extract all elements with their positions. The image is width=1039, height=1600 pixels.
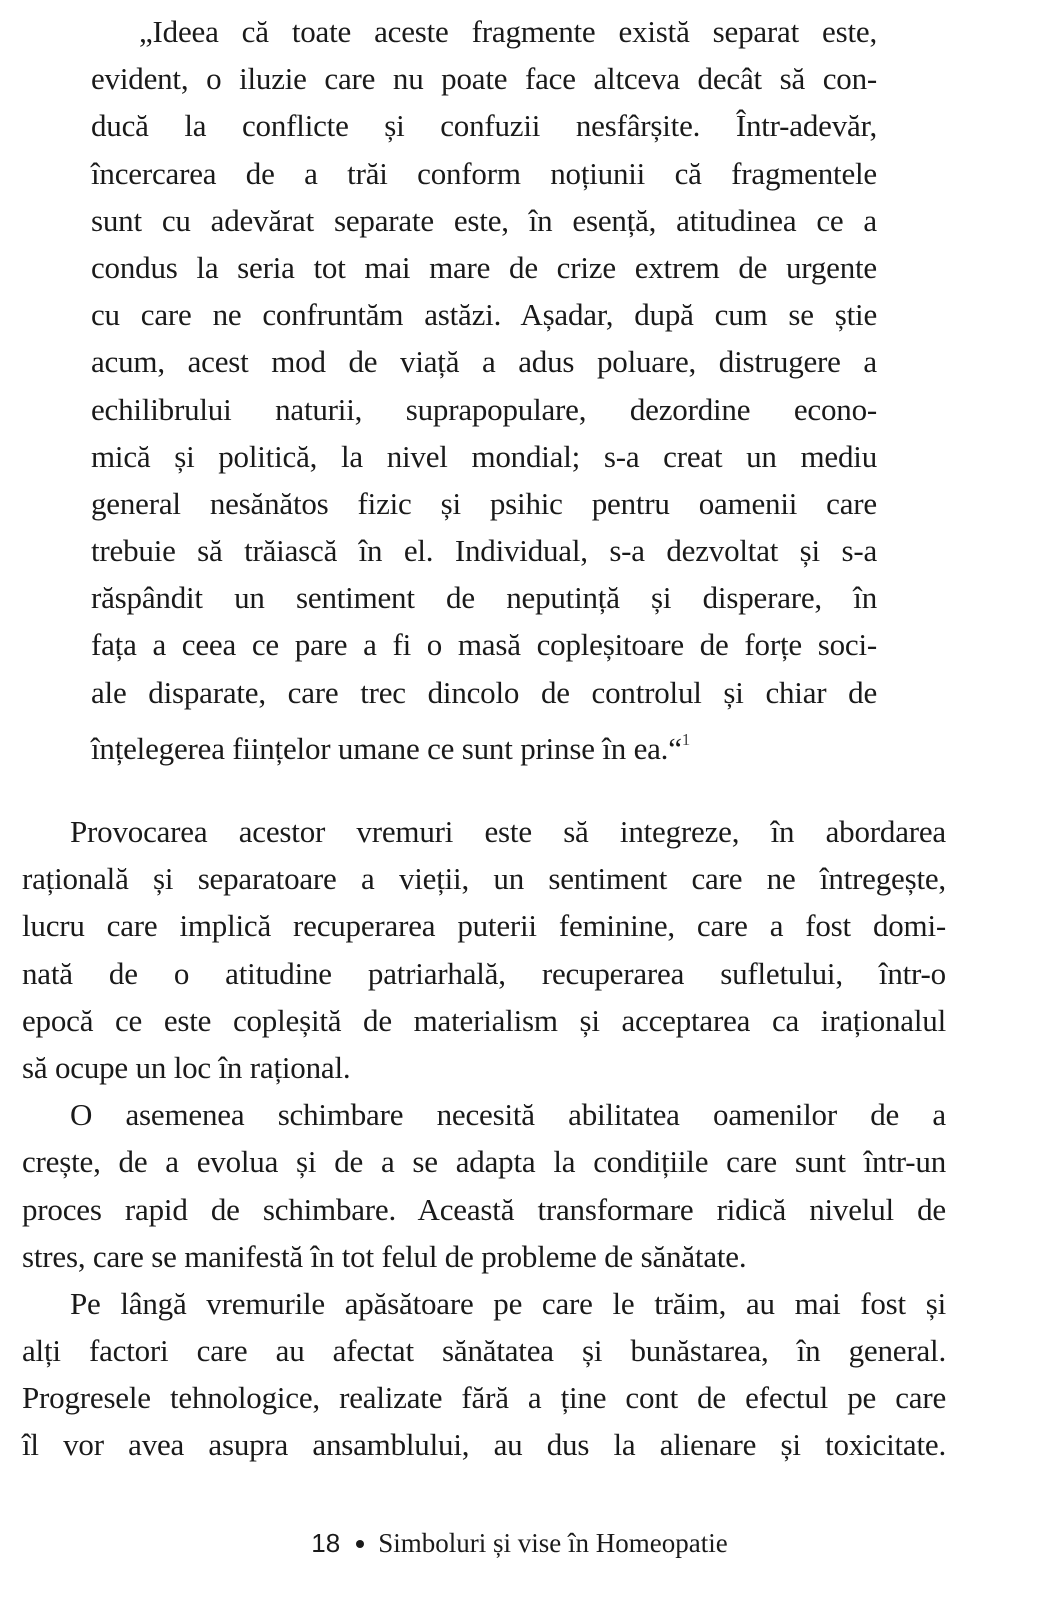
paragraph [22, 1091, 946, 1280]
quote-line: echilibrului naturii, suprapopulare, dezordine econo- [91, 391, 877, 427]
paragraph-line: Progresele tehnologice, realizate fără a ține cont de efectul pe care [22, 1380, 946, 1416]
page-number: 18 [311, 1528, 341, 1558]
quote-line: condus la seria tot mai mare de crize extrem de urgente [91, 249, 877, 285]
quote-line: ducă la conflicte și confuzii nesfârșite. Într-adevăr, [91, 108, 877, 144]
quote-line: „Ideea că toate aceste fragmente există separat este, [139, 14, 877, 49]
quote-line: sunt cu adevărat separate este, în esență, atitudinea ce a [91, 202, 877, 238]
quote-line: acum, acest mod de viață a adus poluare, distrugere a [91, 344, 877, 380]
running-title: Simboluri și vise în Homeopatie [378, 1528, 728, 1558]
paragraph-line: alți factori care au afectat sănătatea și bunăstarea, în general. [22, 1333, 946, 1369]
paragraph-line: crește, de a evolua și de a se adapta la condițiile care sunt într-un [22, 1144, 946, 1180]
quote-line: răspândit un sentiment de neputință și disperare, în [91, 580, 877, 616]
block-quote [91, 8, 877, 766]
paragraph-line: nată de o atitudine patriarhală, recuperarea sufletului, într-o [22, 955, 946, 991]
page-footer [0, 1528, 1039, 1559]
quote-line: înțelegerea ființelor umane ce sunt prinse în ea.“ [91, 730, 682, 766]
quote-line: trebuie să trăiască în el. Individual, s-a dezvoltat și s-a [91, 533, 877, 569]
quote-line: general nesănătos fizic și psihic pentru oamenii care [91, 485, 877, 521]
quote-line: ale disparate, care trec dincolo de controlul și chiar de [91, 674, 877, 710]
paragraph [22, 808, 946, 1091]
paragraph-line: să ocupe un loc în rațional. [22, 1049, 351, 1085]
footnote-marker[interactable]: 1 [681, 729, 691, 749]
bullet-separator-icon [356, 1540, 364, 1548]
quote-last-line [91, 716, 877, 766]
quote-line: mică și politică, la nivel mondial; s-a creat un mediu [91, 438, 877, 474]
paragraph-line: lucru care implică recuperarea puterii feminine, care a fost domi- [22, 908, 946, 944]
paragraph-line: epocă ce este copleșită de materialism și acceptarea ca iraționalul [22, 1002, 946, 1038]
quote-line: fața a ceea ce pare a fi o masă copleșitoare de forțe soci- [91, 627, 877, 663]
body-text [22, 808, 946, 1469]
quote-line: cu care ne confruntăm astăzi. Așadar, după cum se știe [91, 297, 877, 333]
quote-line: evident, o iluzie care nu poate face altceva decât să con- [91, 61, 877, 97]
paragraph-line: stres, care se manifestă în tot felul de probleme de sănătate. [22, 1238, 747, 1274]
paragraph-line: Pe lângă vremurile apăsătoare pe care le trăim, au mai fost și [70, 1285, 946, 1321]
paragraph-line: Provocarea acestor vremuri este să integreze, în abordarea [70, 814, 946, 849]
paragraph-line: O asemenea schimbare necesită abilitatea oamenilor de a [70, 1097, 946, 1133]
paragraph [22, 1280, 946, 1469]
quote-line: încercarea de a trăi conform noțiunii că fragmentele [91, 155, 877, 191]
paragraph-line: rațională și separatoare a vieții, un sentiment care ne întregește, [22, 861, 946, 897]
paragraph-line: proces rapid de schimbare. Această transformare ridică nivelul de [22, 1191, 946, 1227]
paragraph-line: îl vor avea asupra ansamblului, au dus la alienare și toxicitate. [22, 1427, 946, 1463]
